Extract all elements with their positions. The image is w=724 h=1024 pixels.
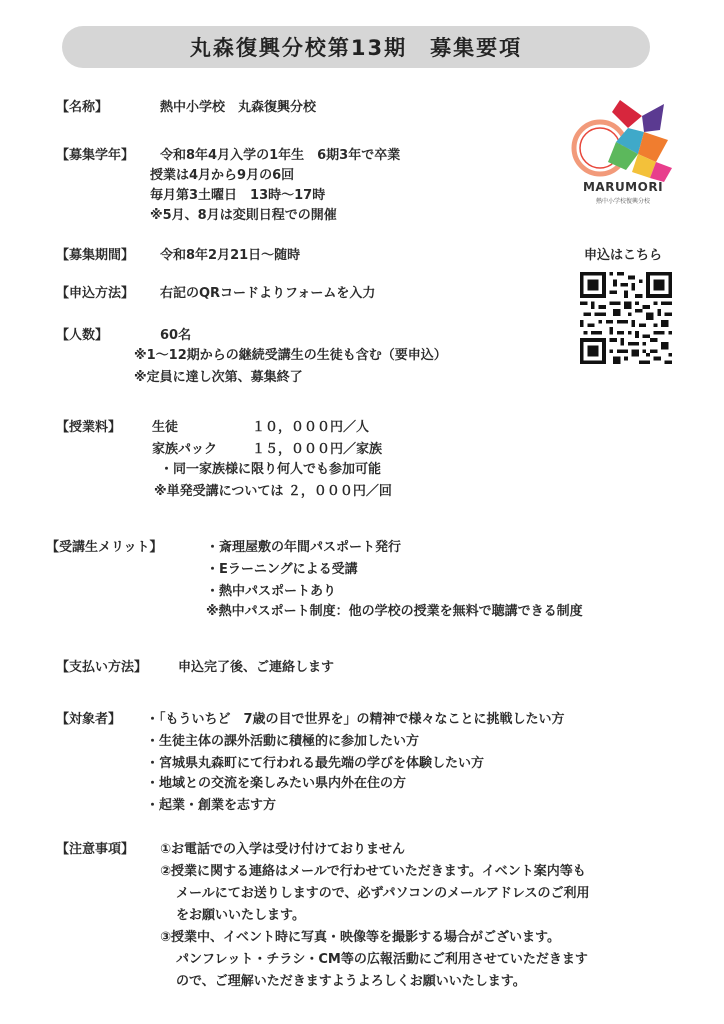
merit-label: 【受講生メリット】 — [46, 540, 163, 555]
grade-label: 【募集学年】 — [56, 148, 135, 163]
grade-line: 毎月第3土曜日 13時〜17時 — [150, 188, 326, 203]
name-label: 【名称】 — [56, 100, 109, 115]
target-label: 【対象者】 — [56, 712, 122, 727]
fee-note: ※単発受講については ２，０００円／回 — [154, 484, 392, 499]
capacity-label: 【人数】 — [56, 328, 109, 343]
notes-line: ②授業に関する連絡はメールで行わせていただきます。イベント案内等も — [160, 864, 586, 879]
page-title: 丸森復興分校第13期 募集要項 — [189, 36, 523, 60]
qr-caption: 申込はこちら — [584, 248, 663, 263]
period-value: 令和8年2月21日〜随時 — [160, 248, 301, 263]
notes-line: パンフレット・チラシ・CM等の広報活動にご利用させていただきます — [176, 952, 588, 967]
capacity-value: 60名 — [160, 328, 192, 343]
logo-wordmark: MARUMORI — [582, 180, 664, 194]
grade-line: ※5月、8月は変則日程での開催 — [150, 208, 337, 223]
notes-line: メールにてお送りしますので、必ずパソコンのメールアドレスのご利用 — [176, 886, 590, 901]
grade-line: 授業は4月から9月の6回 — [150, 168, 295, 183]
target-line: ・起業・創業を志す方 — [146, 798, 277, 813]
merit-line: ※熱中パスポート制度：他の学校の授業を無料で聴講できる制度 — [206, 604, 583, 619]
fee-family-name: 家族パック — [152, 442, 218, 457]
logo-subtitle: 熱中小学校復興分校 — [595, 198, 650, 205]
merit-line: ・Eラーニングによる受講 — [206, 562, 358, 577]
fee-label: 【授業料】 — [56, 420, 122, 435]
fee-student-price: １０，０００円／人 — [252, 420, 370, 435]
capacity-note: ※定員に達し次第、募集終了 — [134, 370, 303, 385]
qr-code-icon[interactable] — [580, 272, 672, 364]
notes-line: ①お電話での入学は受け付けておりません — [160, 842, 406, 857]
payment-label: 【支払い方法】 — [56, 660, 148, 675]
payment-value: 申込完了後、ご連絡します — [178, 660, 335, 675]
grade-line: 令和8年4月入学の1年生 6期3年で卒業 — [160, 148, 401, 163]
fee-student-name: 生徒 — [152, 420, 179, 435]
notes-line: ③授業中、イベント時に写真・映像等を撮影する場合がございます。 — [160, 930, 560, 945]
merit-line: ・斎理屋敷の年間パスポート発行 — [206, 540, 402, 555]
merit-line: ・熱中パスポートあり — [206, 584, 337, 599]
method-label: 【申込方法】 — [56, 286, 135, 301]
target-line: ・生徒主体の課外活動に積極的に参加したい方 — [146, 734, 420, 749]
period-label: 【募集期間】 — [56, 248, 135, 263]
target-line: ・宮城県丸森町にて行われる最先端の学びを体験したい方 — [146, 756, 485, 771]
title-banner — [62, 26, 650, 68]
name-value: 熱中小学校 丸森復興分校 — [160, 100, 317, 115]
notes-line: ので、ご理解いただきますようよろしくお願いいたします。 — [176, 974, 526, 989]
notes-label: 【注意事項】 — [56, 842, 135, 857]
target-line: ・地域との交流を楽しみたい県内外在住の方 — [146, 776, 407, 791]
target-line: ・「もういちど 7歳の目で世界を」の精神で様々なことに挑戦したい方 — [146, 712, 565, 727]
notes-line: をお願いいたします。 — [176, 908, 305, 923]
capacity-note: ※1〜12期からの継続受講生の生徒も含む（要申込） — [134, 348, 447, 363]
fee-family-price: １５，０００円／家族 — [252, 442, 383, 457]
method-value: 右記のQRコードよりフォームを入力 — [160, 286, 376, 301]
fee-note: ・同一家族様に限り何人でも参加可能 — [160, 462, 382, 477]
